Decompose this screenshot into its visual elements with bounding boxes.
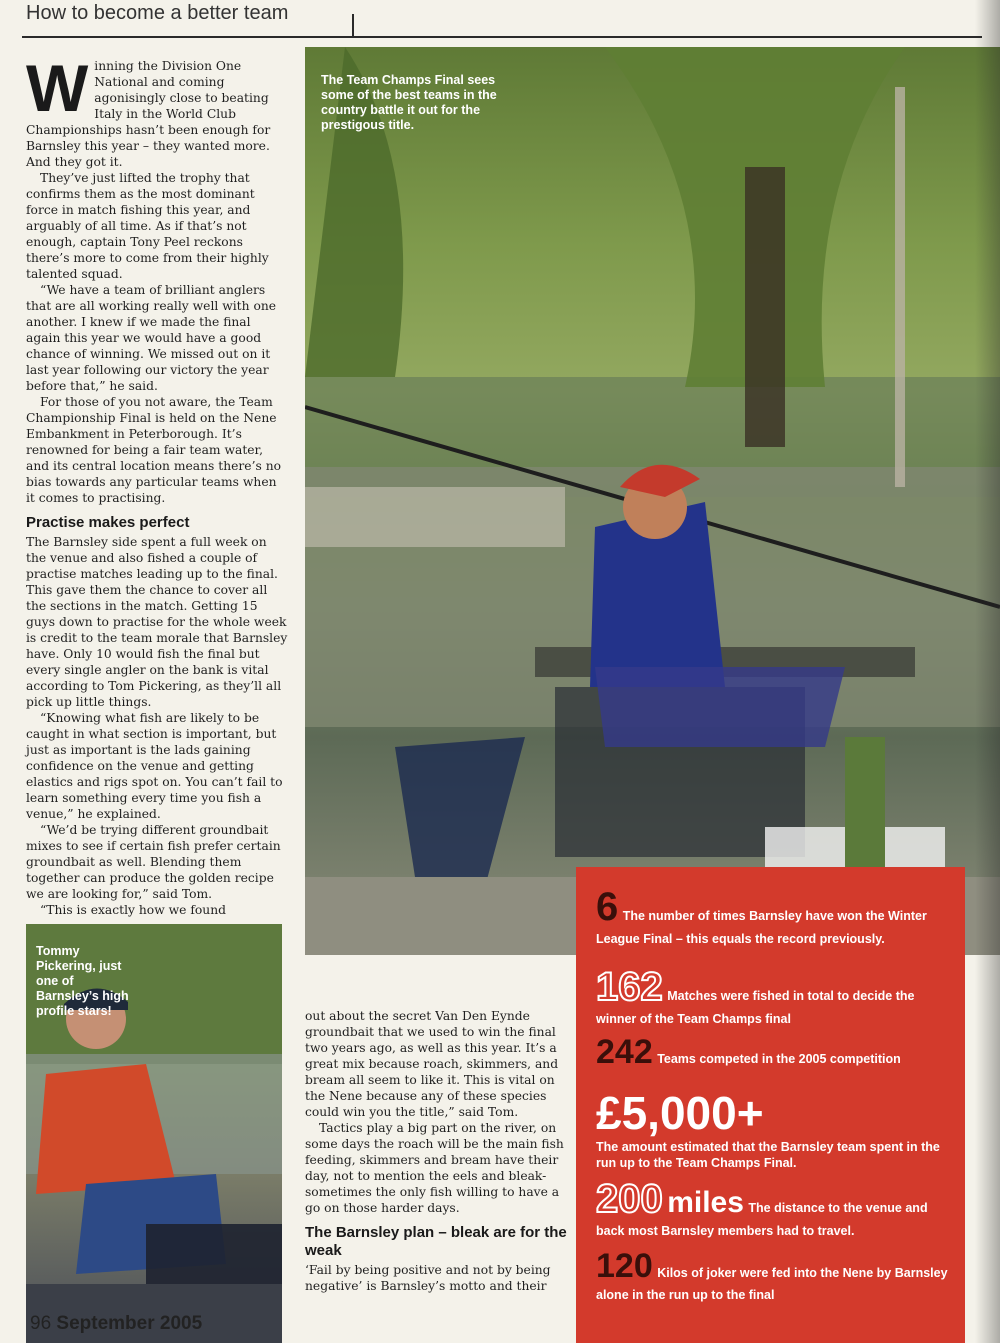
intro-paragraph	[26, 51, 288, 170]
stat-item	[596, 965, 956, 1028]
drop-cap: W	[26, 51, 89, 125]
stat-text: Kilos of joker were fed into the Nene by Barnsley alone in the run up to the final	[596, 1266, 948, 1302]
article-column-middle	[305, 1008, 567, 1294]
body-paragraph: The Barnsley side spent a full week on the venue and also fished a couple of practise matches leading up to the final. This gave them the chance to cover all the sections in the match. Getting 15 guys down to practise for the whole week is credit to the team morale that Barnsley have. Only 10 would fish the final but every single angler on the bank is vital according to Tom Pickering, as they’ll all pick up little things.	[26, 535, 288, 709]
stat-text: The number of times Barnsley have won the Winter League Final – this equals the record previously.	[596, 909, 927, 946]
stat-text: Teams competed in the 2005 competition	[657, 1052, 901, 1066]
stat-number: 242	[596, 1033, 653, 1071]
stat-item	[596, 1087, 956, 1171]
issue-date: September 2005	[56, 1313, 203, 1334]
body-paragraph: “We’d be trying different groundbait mixes to see if certain fish prefer certain groundbait as well. Blending them together can produce the golden recipe we are looking for,” said Tom.	[26, 823, 281, 901]
intro-text: inning the Division One National and coming agonisingly close to beating Italy in the World Club Championships hasn’t been enough for Barnsley this year – they wanted more. And they got it.	[26, 59, 271, 169]
stat-number: 162	[596, 965, 663, 1009]
stat-item	[596, 1033, 956, 1072]
section-header	[22, 0, 982, 38]
page-footer	[30, 1313, 202, 1335]
section-title: How to become a better team	[26, 2, 289, 24]
page-fold-shadow	[975, 0, 1000, 1343]
stat-number: 6	[596, 885, 619, 929]
stat-number: £5,000+	[596, 1087, 764, 1139]
angler-portrait-photo	[26, 924, 282, 1343]
main-photo-caption: The Team Champs Final sees some of the best teams in the country battle it out for the prestigous title.	[321, 73, 497, 132]
body-paragraph: ‘Fail by being positive and not by being negative’ is Barnsley’s motto and their	[305, 1263, 551, 1293]
header-divider	[352, 14, 354, 36]
body-paragraph: For those of you not aware, the Team Championship Final is held on the Nene Embankment in Peterborough. It’s renowned for being a fair team water, and its central location means there’s no bias towards any particular teams when it comes to practising.	[26, 395, 282, 505]
stat-text: Matches were fished in total to decide the winner of the Team Champs final	[596, 989, 915, 1026]
stat-number: 120	[596, 1247, 653, 1285]
subheading: The Barnsley plan – bleak are for the weak	[305, 1224, 567, 1259]
body-paragraph: “We have a team of brilliant anglers that are all working really well with one another. I knew if we made the final again this year we would have a good chance of winning. We missed out on it last year following our victory the year before that,” he said.	[26, 283, 277, 393]
angler-scene-illustration	[305, 47, 1000, 955]
stats-box	[576, 867, 965, 1343]
body-paragraph: “Knowing what fish are likely to be caught in what section is important, but just as important is the lads gaining confidence on the venue and getting elastics and rigs spot on. You can’t fail to learn something every time you fish a venue,” he explained.	[26, 711, 283, 821]
stat-text: The amount estimated that the Barnsley team spent in the run up to the Team Champs Final.	[596, 1140, 940, 1170]
body-paragraph: out about the secret Van Den Eynde groundbait that we used to win the final two years ago, as well as this year. It’s a great mix because roach, skimmers, and bream all seem to like it. This is vital on the Nene because any of these species could win you the title,” said Tom.	[305, 1009, 559, 1119]
subheading: Practise makes perfect	[26, 514, 190, 531]
stat-unit: miles	[667, 1186, 744, 1219]
body-paragraph: “This is exactly how we found	[40, 903, 227, 917]
stat-item	[596, 885, 956, 948]
stat-number: 200	[596, 1177, 663, 1221]
main-photo	[305, 47, 1000, 955]
stat-item	[596, 1177, 956, 1240]
stat-text: The distance to the venue and back most Barnsley members had to travel.	[596, 1201, 928, 1238]
page-number: 96	[30, 1313, 52, 1334]
stat-item	[596, 1247, 956, 1304]
portrait-caption: Tommy Pickering, just one of Barnsley’s high profile stars!	[36, 944, 129, 1018]
body-paragraph: Tactics play a big part on the river, on some days the roach will be the main fish feeding, skimmers and bream have their day, not to mention the eels and bleak-sometimes the only fish willing to have a go on those harder days.	[305, 1121, 564, 1215]
body-paragraph: They’ve just lifted the trophy that confirms them as the most dominant force in match fishing this year, and arguably of all time. As if that’s not enough, captain Tony Peel reckons there’s more to come from their highly talented squad.	[26, 171, 269, 281]
article-column-left	[26, 51, 288, 918]
